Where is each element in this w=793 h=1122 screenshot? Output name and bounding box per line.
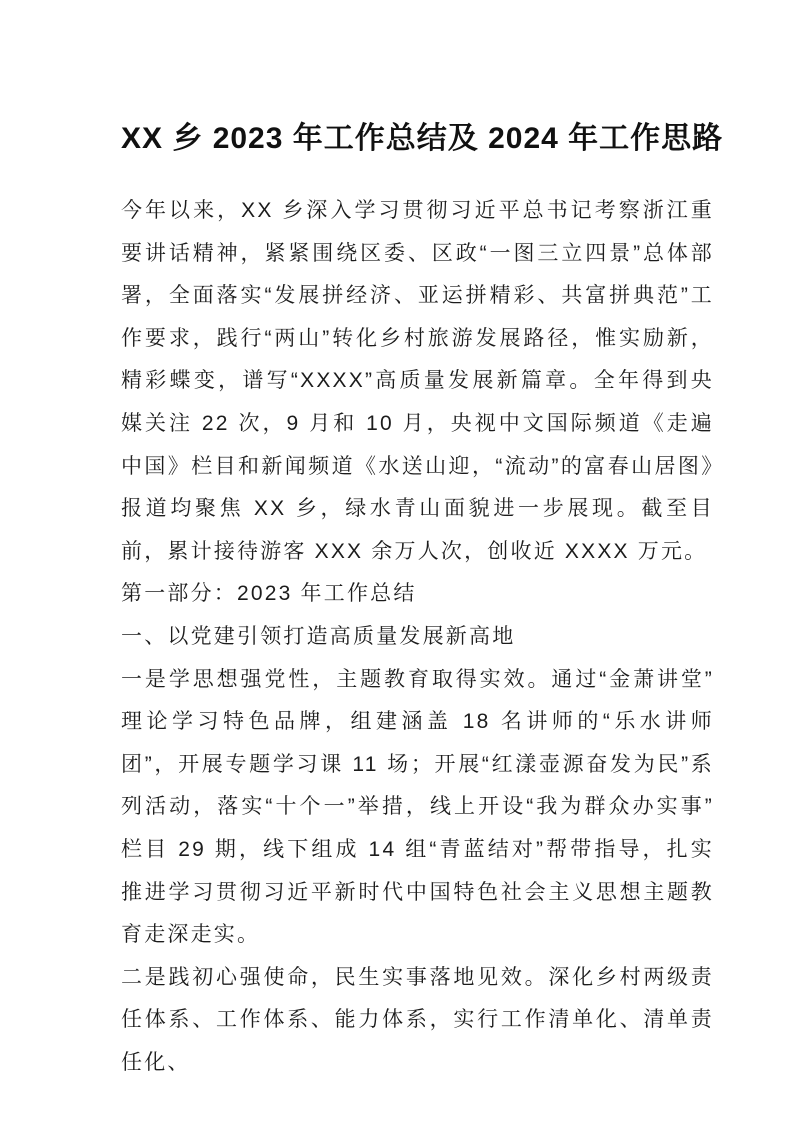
paragraph-point-one: 一是学思想强党性，主题教育取得实效。通过“金萧讲堂”理论学习特色品牌，组建涵盖 18 名讲师的“乐水讲师团”，开展专题学习课 11 场；开展“红漾壶源奋发为民”系列活动，落实“十个一”举措，线上开设“我为群众办实事”栏目 29 期，线下组成 14 组“青蓝结对”帮带指导，扎实推进学习贯彻习近平新时代中国特色社会主义思想主题教育走深走实。 — [121, 667, 714, 947]
document-content — [121, 116, 724, 1084]
document-title: XX 乡 2023 年工作总结及 2024 年工作思路 — [121, 122, 724, 155]
paragraph-point-two: 二是践初心强使命，民生实事落地见效。深化乡村两级责任体系、工作体系、能力体系，实行工作清单化、清单责任化、 — [121, 965, 714, 1074]
paragraph-intro: 今年以来，XX 乡深入学习贯彻习近平总书记考察浙江重要讲话精神，紧紧围绕区委、区政“一图三立四景”总体部署，全面落实“发展拼经济、亚运拼精彩、共富拼典范”工作要求，践行“两山”转化乡村旅游发展路径，惟实励新，精彩蝶变，谱写“XXXX”高质量发展新篇章。全年得到央媒关注 22 次，9 月和 10 月，央视中文国际频道《走遍中国》栏目和新闻频道《水送山迎，“流动”的富春山居图》报道均聚焦 XX 乡，绿水青山面貌进一步展现。截至目前，累计接待游客 XXX 余万人次，创收近 XXXX 万元。 — [121, 199, 714, 563]
document-body — [121, 190, 714, 1084]
paragraph-part1-heading: 第一部分：2023 年工作总结 — [121, 582, 417, 606]
paragraph-section1-heading: 一、以党建引领打造高质量发展新高地 — [121, 624, 516, 648]
